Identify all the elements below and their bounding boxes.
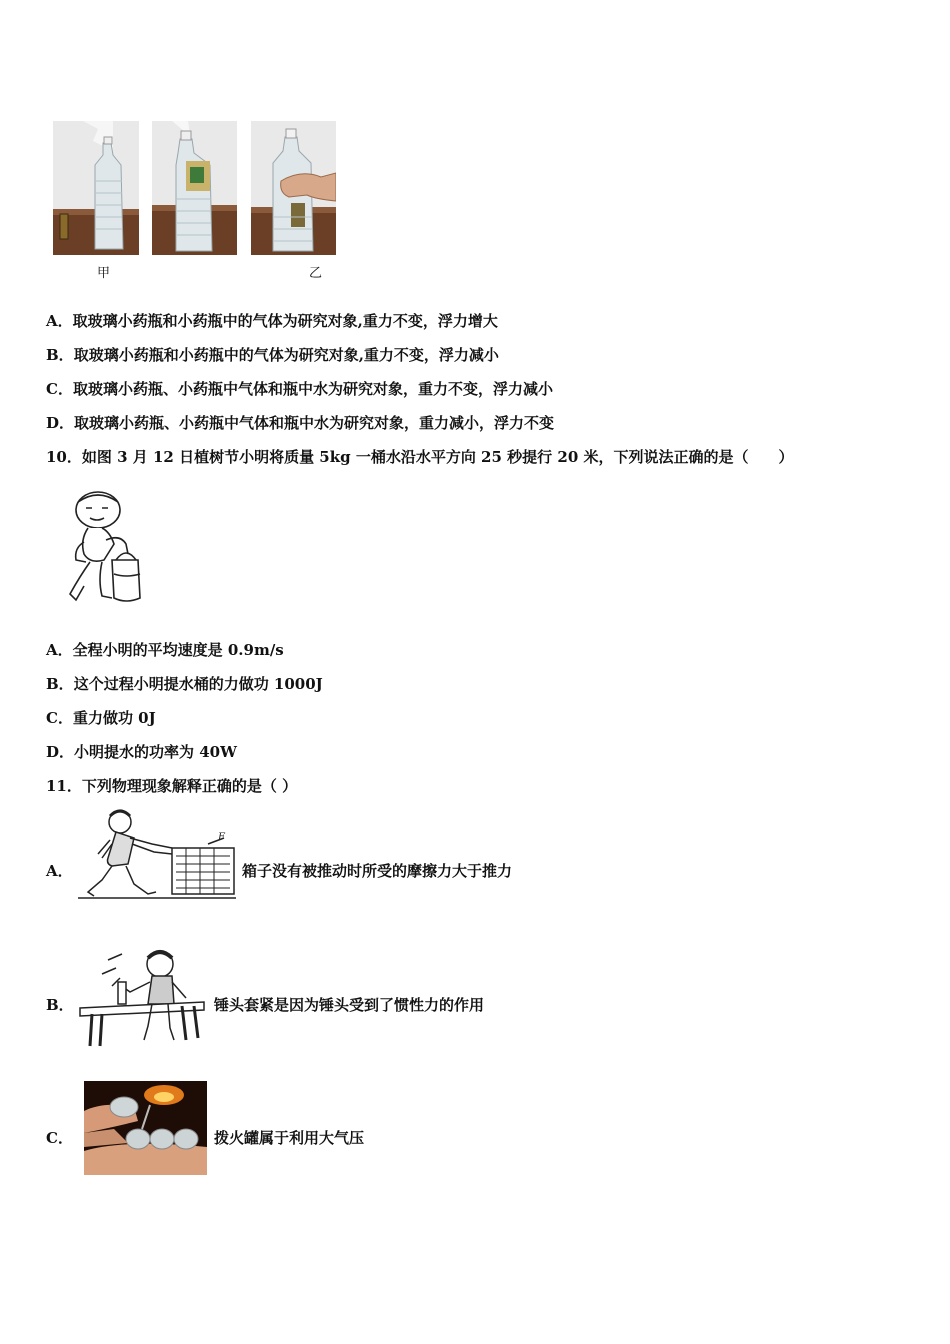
force-label-f: F [218, 832, 225, 843]
q9-option-a [46, 311, 498, 331]
q10-stem: 10．如图 3 月 12 日植树节小明将质量 5kg 一桶水沿水平方向 25 秒提行 20 米，下列说法正确的是（ ） [46, 448, 794, 466]
option-text: 小明提水的功率为 40W [74, 743, 237, 761]
option-text: 重力做功 0J [72, 709, 156, 727]
q9-option-c [46, 379, 553, 399]
option-text: 取玻璃小药瓶、小药瓶中气体和瓶中水为研究对象，重力不变，浮力减小 [72, 380, 553, 398]
boy-pushing-box-figure [76, 808, 238, 904]
cupping-therapy-photo [84, 1081, 207, 1175]
q11-stem: 11．下列物理现象解释正确的是（ ） [46, 777, 298, 795]
q11-option-a-text: 箱子没有被推动时所受的摩擦力大于推力 [242, 862, 513, 880]
q10-option-c [46, 708, 156, 728]
figure-label-yi: 乙 [309, 266, 323, 281]
q10-option-b [46, 674, 323, 694]
option-text: 取玻璃小药瓶和小药瓶中的气体为研究对象,重力不变，浮力减小 [73, 346, 499, 364]
bottle-photo-1 [53, 121, 139, 255]
q9-option-b [46, 345, 499, 365]
q11-option-b-text: 锤头套紧是因为锤头受到了惯性力的作用 [214, 996, 485, 1014]
figure-label-jia: 甲 [97, 266, 111, 281]
boy-carrying-bucket-figure [62, 490, 148, 614]
boy-hammering-figure [78, 946, 208, 1052]
option-letter: D． [46, 414, 75, 432]
option-letter: C． [46, 709, 73, 727]
bottle-photo-3 [251, 121, 336, 255]
bottle-photo-2 [152, 121, 237, 255]
option-letter: A． [46, 641, 73, 659]
option-letter: A． [46, 312, 73, 330]
option-letter: C． [46, 380, 73, 398]
option-text: 取玻璃小药瓶、小药瓶中气体和瓶中水为研究对象，重力减小，浮力不变 [74, 414, 555, 432]
q10-option-d [46, 742, 237, 762]
option-letter: D． [46, 743, 75, 761]
q11-option-c-letter: C． [46, 1129, 73, 1147]
q10-option-a [46, 640, 284, 660]
q11-option-b-letter: B． [46, 996, 74, 1014]
q11-option-c-text: 拨火罐属于利用大气压 [214, 1129, 365, 1147]
option-text: 这个过程小明提水桶的力做功 1000J [73, 675, 323, 693]
option-letter: B． [46, 346, 74, 364]
option-text: 全程小明的平均速度是 0.9m/s [72, 641, 284, 659]
option-text: 取玻璃小药瓶和小药瓶中的气体为研究对象,重力不变，浮力增大 [72, 312, 498, 330]
option-letter: B． [46, 675, 74, 693]
q9-option-d [46, 413, 554, 433]
q11-option-a-letter: A． [46, 862, 73, 880]
